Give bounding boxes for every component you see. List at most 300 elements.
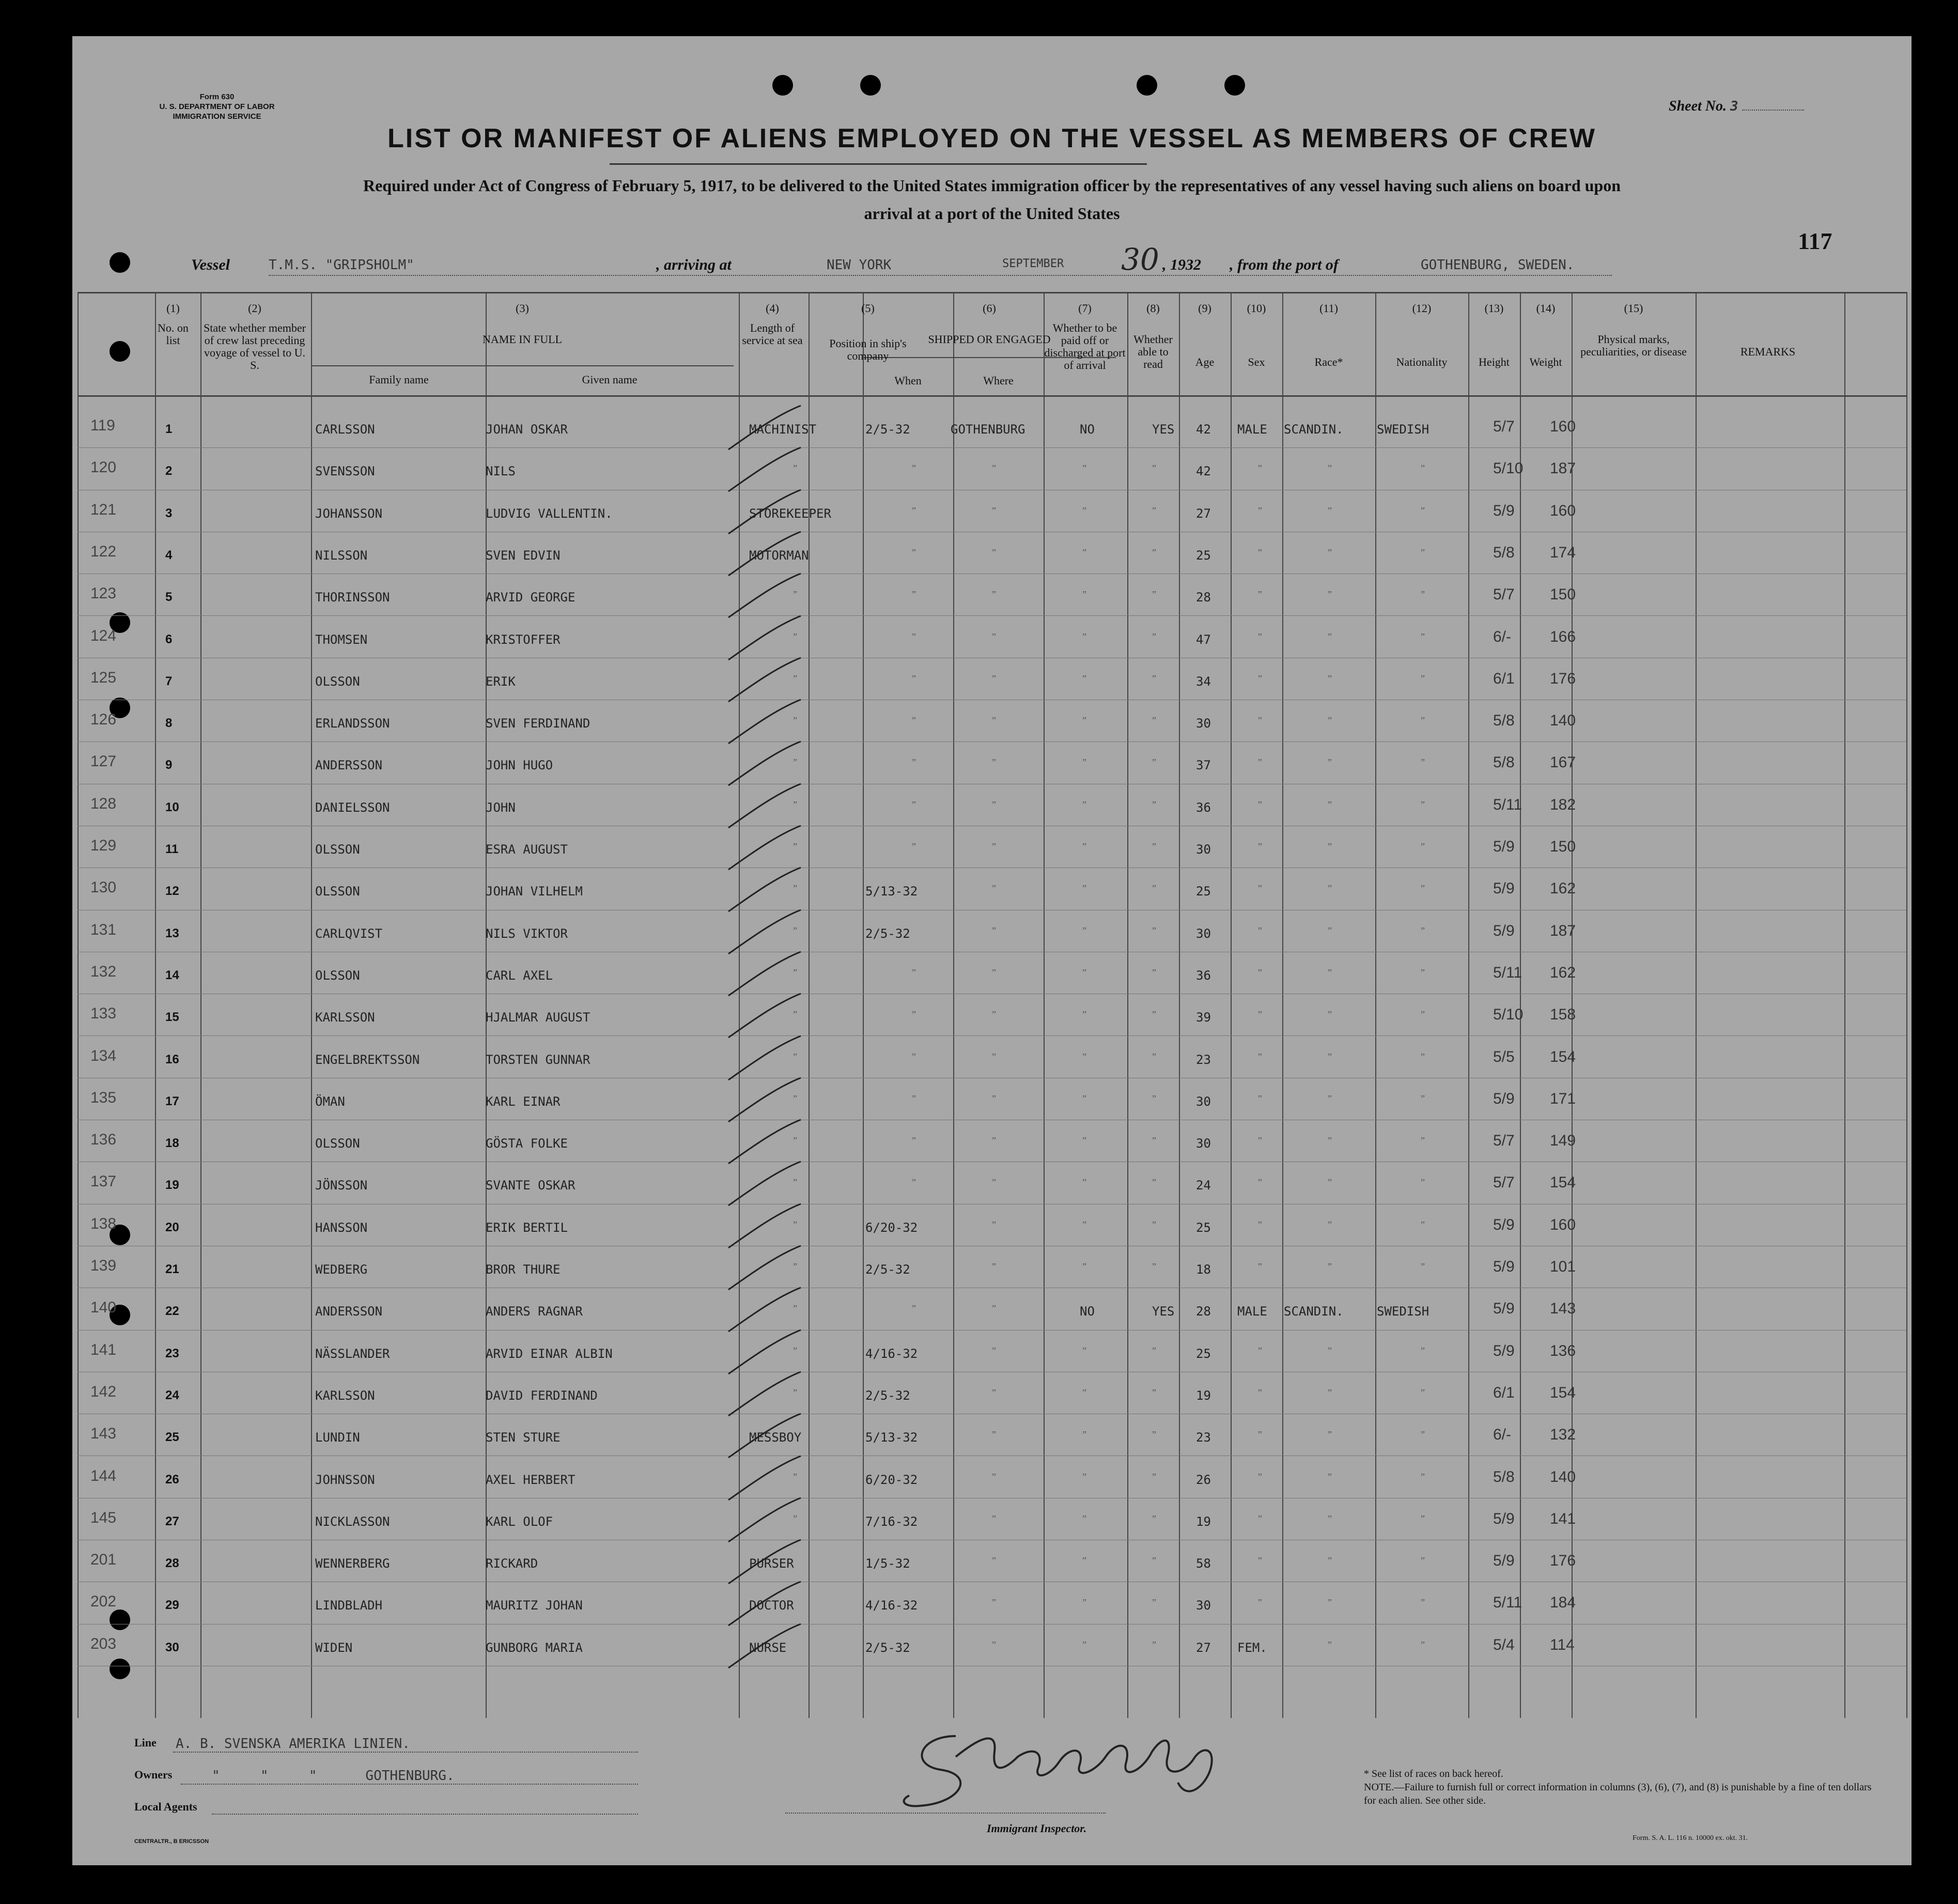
family-name-cell: ERLANDSSON [315, 716, 390, 731]
hand-number-cell: 142 [90, 1383, 117, 1400]
list-number-cell: 3 [165, 506, 173, 520]
ditto-mark: ” [992, 505, 996, 516]
ditto-mark: ” [793, 1177, 797, 1188]
hand-number-cell: 121 [90, 501, 117, 518]
hand-number-cell: 135 [90, 1089, 117, 1106]
family-name-cell: WEDBERG [315, 1262, 368, 1277]
col-14-header: (14) Weight [1529, 302, 1562, 368]
ditto-mark: ” [992, 967, 996, 978]
ditto-mark: ” [1328, 1597, 1332, 1608]
list-number-cell: 20 [165, 1220, 179, 1234]
inspector-label: Immigrant Inspector. [987, 1822, 1087, 1835]
age-cell: 24 [1196, 1178, 1211, 1193]
height-cell: 5/10 [1493, 1006, 1524, 1024]
shipped-when-cell: 5/13-32 [865, 884, 918, 899]
ditto-mark: ” [992, 1261, 996, 1272]
list-number-cell: 10 [165, 800, 179, 814]
table-row [72, 1293, 1912, 1335]
age-cell: 42 [1196, 464, 1211, 479]
ditto-mark: ” [1082, 967, 1086, 978]
shipped-when-cell: 5/13-32 [865, 1430, 918, 1445]
weight-cell: 101 [1550, 1258, 1576, 1275]
height-cell: 5/9 [1493, 922, 1515, 939]
ditto-mark: ” [992, 1093, 996, 1104]
service-name: IMMIGRATION SERVICE [173, 112, 261, 121]
ditto-mark: ” [1258, 631, 1262, 642]
list-number-cell: 7 [165, 674, 173, 688]
height-cell: 5/8 [1493, 754, 1515, 771]
ditto-mark: ” [1152, 463, 1156, 474]
ditto-mark: ” [1421, 1597, 1425, 1608]
family-name-cell: CARLQVIST [315, 926, 383, 941]
ditto-mark: ” [1328, 715, 1332, 726]
age-cell: 30 [1196, 716, 1211, 731]
arrival-year: , 1932 [1162, 256, 1201, 273]
age-cell: 19 [1196, 1514, 1211, 1529]
ditto-mark: ” [1328, 463, 1332, 474]
ditto-mark: ” [1152, 1261, 1156, 1272]
hand-number-cell: 201 [90, 1551, 117, 1569]
ditto-mark: ” [1421, 1051, 1425, 1062]
ditto-mark: ” [1258, 1051, 1262, 1062]
ditto-mark: ” [1421, 757, 1425, 768]
family-name-cell: DANIELSSON [315, 800, 390, 815]
ditto-mark: ” [1421, 1219, 1425, 1230]
shipped-when-cell: 6/20-32 [865, 1220, 918, 1235]
ditto-mark: ” [1152, 967, 1156, 978]
table-row [72, 1209, 1912, 1251]
ditto-mark: ” [1421, 1261, 1425, 1272]
height-cell: 5/10 [1493, 460, 1524, 477]
height-cell: 5/7 [1493, 1132, 1515, 1150]
ditto-mark: ” [1258, 715, 1262, 726]
ditto-mark: ” [793, 1093, 797, 1104]
ditto-mark: ” [992, 925, 996, 936]
ditto-mark: ” [1421, 1387, 1425, 1398]
ditto-mark: ” [1152, 925, 1156, 936]
ditto-mark: ” [912, 1093, 916, 1104]
given-name-cell: ERIK BERTIL [486, 1220, 568, 1235]
family-name-cell: NÄSSLANDER [315, 1346, 390, 1361]
list-number-cell: 15 [165, 1010, 179, 1025]
weight-cell: 160 [1550, 418, 1576, 435]
given-name-cell: HJALMAR AUGUST [486, 1010, 590, 1025]
ditto-mark: ” [992, 883, 996, 894]
table-row [72, 1461, 1912, 1503]
height-cell: 5/9 [1493, 1258, 1515, 1275]
table-row [72, 1041, 1912, 1083]
list-number-cell: 29 [165, 1598, 179, 1613]
ditto-mark: ” [992, 1219, 996, 1230]
age-cell: 23 [1196, 1430, 1211, 1445]
ditto-mark: ” [912, 1135, 916, 1146]
ditto-mark: ” [793, 1513, 797, 1524]
col-8-header: (8) Whether able to read [1133, 302, 1173, 370]
family-name-cell: THOMSEN [315, 632, 368, 647]
family-name-cell: LUNDIN [315, 1430, 360, 1445]
given-name-cell: JOHN [486, 800, 516, 815]
ditto-mark: ” [1328, 1135, 1332, 1146]
age-cell: 18 [1196, 1262, 1211, 1277]
weight-cell: 171 [1550, 1090, 1576, 1107]
vessel-label: Vessel [191, 256, 230, 273]
weight-cell: 140 [1550, 1468, 1576, 1485]
remarks-header: REMARKS [1740, 345, 1796, 358]
ditto-mark: ” [1152, 1009, 1156, 1020]
table-row [72, 1545, 1912, 1587]
ditto-mark: ” [1082, 631, 1086, 642]
ditto-mark: ” [793, 841, 797, 852]
age-cell: 39 [1196, 1010, 1211, 1025]
ditto-mark: ” [1328, 1009, 1332, 1020]
position-cell: DOCTOR [749, 1598, 794, 1613]
ditto-mark: ” [793, 1471, 797, 1482]
position-cell: PURSER [749, 1556, 794, 1571]
ditto-mark: ” [1421, 589, 1425, 600]
family-name-cell: JOHNSSON [315, 1472, 375, 1487]
col-5-header: (5) Position in ship's company [829, 302, 907, 362]
age-cell: 58 [1196, 1556, 1211, 1571]
ditto-mark: ” [992, 1009, 996, 1020]
ditto-mark: ” [912, 1303, 916, 1314]
ditto-mark: ” [793, 631, 797, 642]
ditto-mark: ” [992, 673, 996, 684]
height-cell: 5/8 [1493, 712, 1515, 730]
ditto-mark: ” [1421, 1471, 1425, 1482]
ditto-mark: ” [992, 1597, 996, 1608]
ditto-mark: ” [1421, 841, 1425, 852]
given-name-cell: MAURITZ JOHAN [486, 1598, 583, 1613]
departure-port: GOTHENBURG, SWEDEN. [1421, 257, 1575, 273]
ditto-mark: ” [1421, 505, 1425, 516]
age-cell: 27 [1196, 506, 1211, 521]
ditto-mark: ” [1082, 505, 1086, 516]
ditto-mark: ” [1152, 1219, 1156, 1230]
ditto-mark: ” [1258, 799, 1262, 810]
ditto-mark: ” [912, 1177, 916, 1188]
sheet-value: 3 [1730, 99, 1738, 114]
ditto-mark: ” [1152, 505, 1156, 516]
hand-number-cell: 140 [90, 1299, 117, 1317]
family-name-cell: NILSSON [315, 548, 368, 563]
ditto-mark: ” [992, 1387, 996, 1398]
list-number-cell: 12 [165, 884, 179, 899]
table-row [72, 579, 1912, 621]
table-row [72, 663, 1912, 705]
age-cell: 26 [1196, 1472, 1211, 1487]
table-row [72, 831, 1912, 873]
ditto-mark: ” [1328, 883, 1332, 894]
shipped-when-cell: 4/16-32 [865, 1346, 918, 1361]
owners-label: Owners [134, 1768, 173, 1781]
given-name-cell: NILS VIKTOR [486, 926, 568, 941]
table-row [72, 1335, 1912, 1377]
given-name-cell: TORSTEN GUNNAR [486, 1052, 590, 1067]
ditto-mark: ” [992, 1135, 996, 1146]
given-name-cell: BROR THURE [486, 1262, 561, 1277]
given-name-cell: JOHAN VILHELM [486, 884, 583, 899]
paid-off-cell: NO [1080, 422, 1095, 437]
ditto-mark: ” [1421, 1009, 1425, 1020]
ditto-mark: ” [1082, 547, 1086, 558]
ditto-mark: ” [1328, 1429, 1332, 1440]
punch-hole [860, 75, 881, 96]
subtitle-line-2: arrival at a port of the United States [864, 204, 1120, 223]
vessel-line [191, 242, 1586, 283]
when-header: When [894, 374, 922, 387]
col-1-header: (1) No. on list [158, 302, 189, 347]
col-6-header: (6) SHIPPED OR ENGAGED [928, 302, 1051, 346]
ditto-mark: ” [1328, 589, 1332, 600]
ditto-mark: ” [1082, 1093, 1086, 1104]
ditto-mark: ” [793, 1345, 797, 1356]
ditto-mark: ” [793, 967, 797, 978]
ditto-mark: ” [1082, 799, 1086, 810]
table-row [72, 1125, 1912, 1167]
department-name: U. S. DEPARTMENT OF LABOR [159, 102, 275, 111]
col-9-header: (9) Age [1195, 302, 1215, 368]
ditto-mark: ” [992, 1177, 996, 1188]
ditto-mark: ” [1082, 1429, 1086, 1440]
age-cell: 25 [1196, 884, 1211, 899]
list-number-cell: 17 [165, 1094, 179, 1108]
ditto-mark: ” [1328, 1261, 1332, 1272]
height-cell: 5/9 [1493, 1342, 1515, 1359]
list-number-cell: 21 [165, 1262, 179, 1276]
ditto-mark: ” [1258, 505, 1262, 516]
ditto-mark: ” [1328, 1471, 1332, 1482]
ditto-mark: ” [1421, 631, 1425, 642]
age-cell: 23 [1196, 1052, 1211, 1067]
ditto-mark: ” [1258, 1555, 1262, 1566]
ditto-mark: ” [1421, 715, 1425, 726]
manifest-sheet [72, 36, 1912, 1865]
height-cell: 5/7 [1493, 1174, 1515, 1191]
ditto-mark: ” [1421, 1345, 1425, 1356]
weight-cell: 160 [1550, 502, 1576, 519]
ditto-mark: ” [1421, 925, 1425, 936]
table-row [72, 789, 1912, 831]
given-name-cell: ESRA AUGUST [486, 842, 568, 857]
ditto-mark: ” [1152, 757, 1156, 768]
family-name-cell: ANDERSSON [315, 1304, 383, 1319]
weight-cell: 154 [1550, 1048, 1576, 1065]
age-cell: 47 [1196, 632, 1211, 647]
hand-number-cell: 131 [90, 921, 117, 938]
family-name-cell: CARLSSON [315, 422, 375, 437]
ditto-mark: ” [1152, 631, 1156, 642]
ditto-mark: ” [1258, 1513, 1262, 1524]
sex-cell: MALE [1237, 1304, 1267, 1319]
ditto-mark: ” [1082, 1345, 1086, 1356]
nationality-cell: SWEDISH [1377, 1304, 1429, 1319]
ditto-mark: ” [912, 967, 916, 978]
ditto-mark: ” [912, 1009, 916, 1020]
height-cell: 5/9 [1493, 1300, 1515, 1318]
position-cell: MOTORMAN [749, 548, 809, 563]
hand-number-cell: 119 [90, 417, 115, 434]
ditto-mark: ” [1152, 1135, 1156, 1146]
ditto-mark: ” [1082, 925, 1086, 936]
ditto-mark: ” [1258, 967, 1262, 978]
line-label: Line [134, 1736, 157, 1749]
list-number-cell: 13 [165, 926, 179, 940]
family-name-cell: OLSSON [315, 842, 360, 857]
list-number-cell: 27 [165, 1514, 179, 1528]
ditto-mark: ” [1082, 1555, 1086, 1566]
age-cell: 36 [1196, 800, 1211, 815]
family-name-cell: THORINSSON [315, 590, 390, 605]
ditto-mark: ” [912, 631, 916, 642]
family-name-cell: ENGELBREKTSSON [315, 1052, 420, 1067]
table-row [72, 915, 1912, 957]
list-number-cell: 30 [165, 1640, 179, 1654]
ditto-mark: ” [1082, 1387, 1086, 1398]
ditto-mark: ” [1421, 967, 1425, 978]
ditto-mark: ” [1082, 1597, 1086, 1608]
weight-cell: 132 [1550, 1426, 1576, 1444]
ditto-mark: ” [1082, 1261, 1086, 1272]
ditto-mark: ” [1328, 799, 1332, 810]
hand-number-cell: 137 [90, 1173, 117, 1190]
position-cell: NURSE [749, 1640, 787, 1655]
ditto-mark: ” [912, 547, 916, 558]
ditto-mark: ” [1421, 673, 1425, 684]
footer [72, 1726, 1912, 1865]
ditto-mark: ” [1152, 1177, 1156, 1188]
table-row [72, 747, 1912, 788]
given-name-cell: ERIK [486, 674, 516, 689]
shipped-when-cell: 2/5-32 [865, 1640, 910, 1655]
able-to-read-cell: YES [1152, 1304, 1175, 1319]
weight-cell: 162 [1550, 880, 1576, 897]
weight-cell: 176 [1550, 670, 1576, 687]
weight-cell: 141 [1550, 1510, 1576, 1527]
ditto-mark: ” [1152, 547, 1156, 558]
col-10-header: (10) Sex [1247, 302, 1266, 368]
ditto-mark: ” [793, 1261, 797, 1272]
given-name-cell: ANDERS RAGNAR [486, 1304, 583, 1319]
ditto-mark: ” [1328, 1387, 1332, 1398]
ditto-mark: ” [1328, 505, 1332, 516]
list-number-cell: 19 [165, 1178, 179, 1193]
punch-hole [772, 75, 793, 96]
subtitle-line-1: Required under Act of Congress of February 5, 1917, to be delivered to the United States immigration officer by the representatives of any vessel having such aliens on board upon [363, 176, 1621, 195]
ditto-mark: ” [1328, 841, 1332, 852]
height-cell: 5/9 [1493, 1510, 1515, 1527]
list-number-cell: 26 [165, 1472, 179, 1487]
hand-number-cell: 120 [90, 459, 117, 476]
table-row [72, 1419, 1912, 1461]
ditto-mark: ” [1152, 589, 1156, 600]
family-name-cell: KARLSSON [315, 1388, 375, 1403]
list-number-cell: 6 [165, 632, 173, 646]
ditto-mark: ” [1421, 1177, 1425, 1188]
table-row [72, 957, 1912, 999]
family-name-cell: OLSSON [315, 674, 360, 689]
hand-number-cell: 145 [90, 1509, 117, 1526]
weight-cell: 150 [1550, 586, 1576, 603]
ditto-mark: ” [1328, 925, 1332, 936]
list-number-cell: 2 [165, 464, 173, 478]
table-row [72, 873, 1912, 915]
list-number-cell: 4 [165, 548, 173, 562]
table-row [72, 453, 1912, 494]
weight-cell: 154 [1550, 1174, 1576, 1191]
printer-credit: CENTRALTR., B ERICSSON [134, 1838, 209, 1845]
hand-number-cell: 143 [90, 1425, 117, 1443]
weight-cell: 114 [1550, 1636, 1575, 1653]
age-cell: 27 [1196, 1640, 1211, 1655]
hand-number-cell: 134 [90, 1047, 117, 1064]
list-number-cell: 23 [165, 1346, 179, 1360]
ditto-mark: ” [793, 925, 797, 936]
table-row [72, 1587, 1912, 1629]
hand-number-cell: 139 [90, 1257, 117, 1274]
table-row [72, 537, 1912, 579]
nationality-cell: SWEDISH [1377, 422, 1429, 437]
age-cell: 30 [1196, 1136, 1211, 1151]
hand-number-cell: 144 [90, 1467, 117, 1484]
ditto-mark: ” [1082, 1513, 1086, 1524]
height-cell: 5/9 [1493, 1090, 1515, 1107]
list-number-cell: 28 [165, 1556, 179, 1571]
punch-hole [1224, 75, 1245, 96]
weight-cell: 140 [1550, 712, 1576, 730]
ditto-mark: ” [1421, 1513, 1425, 1524]
weight-cell: 167 [1550, 754, 1576, 771]
family-name-cell: HANSSON [315, 1220, 368, 1235]
line-value: A. B. SVENSKA AMERIKA LINIEN. [176, 1736, 410, 1752]
form-number: Form 630 [199, 92, 235, 101]
arriving-label: , arriving at [656, 256, 732, 273]
fine-note: NOTE.—Failure to furnish full or correct information in columns (3), (6), (7), and (8) is punishable by a fine of ten dollars for each alien. See other side. [1364, 1782, 1872, 1806]
race-cell: SCANDIN. [1284, 1304, 1344, 1319]
col-11-header: (11) Race* [1314, 302, 1343, 368]
ditto-mark: ” [1082, 1639, 1086, 1650]
family-name-cell: LINDBLADH [315, 1598, 383, 1613]
height-cell: 5/7 [1493, 418, 1515, 435]
ditto-mark: ” [1328, 1219, 1332, 1230]
position-cell: MACHINIST [749, 422, 817, 437]
ditto-mark: ” [1152, 841, 1156, 852]
ditto-mark: ” [992, 1303, 996, 1314]
ditto-mark: ” [1258, 1429, 1262, 1440]
ditto-mark: ” [793, 463, 797, 474]
punch-hole [1137, 75, 1157, 96]
ditto-mark: ” [912, 505, 916, 516]
weight-cell: 176 [1550, 1552, 1576, 1570]
age-cell: 19 [1196, 1388, 1211, 1403]
sex-cell: MALE [1237, 422, 1267, 437]
ditto-mark: ” [1152, 715, 1156, 726]
ditto-mark: ” [1328, 547, 1332, 558]
hand-number-cell: 141 [90, 1341, 117, 1358]
ditto-mark: ” [912, 1051, 916, 1062]
ditto-mark: ” [1258, 1177, 1262, 1188]
height-cell: 5/5 [1493, 1048, 1515, 1065]
height-cell: 5/9 [1493, 880, 1515, 897]
age-cell: 28 [1196, 590, 1211, 605]
list-number-cell: 11 [165, 842, 179, 856]
table-row [72, 1167, 1912, 1209]
position-cell: MESSBOY [749, 1430, 802, 1445]
height-cell: 6/- [1493, 628, 1512, 645]
ditto-mark: ” [1421, 1555, 1425, 1566]
ditto-mark: ” [793, 1135, 797, 1146]
weight-cell: 174 [1550, 544, 1576, 561]
ditto-mark: ” [1082, 1051, 1086, 1062]
